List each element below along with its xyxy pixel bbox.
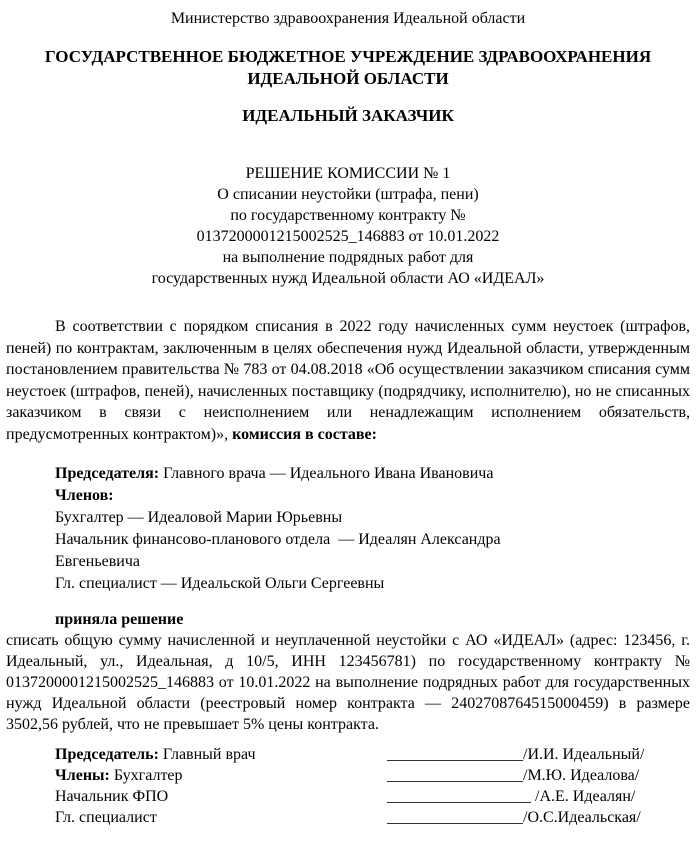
signature-name: /М.Ю. Идеалова/ bbox=[523, 767, 640, 784]
title-line-decision-number: РЕШЕНИЕ КОМИССИИ № 1 bbox=[245, 165, 451, 182]
signature-role bbox=[55, 744, 387, 765]
signature-line: __________________ bbox=[387, 788, 535, 805]
title-line-contract-label: по государственному контракту № bbox=[230, 207, 466, 224]
signature-row bbox=[55, 786, 690, 807]
decision-title-block bbox=[6, 163, 690, 289]
title-line-contract-number: 0137200001215002525_146883 от 10.01.2022 bbox=[196, 228, 500, 245]
signature-role bbox=[55, 807, 387, 828]
committee-section bbox=[55, 463, 690, 595]
ministry-line: Министерство здравоохранения Идеальной области bbox=[170, 10, 526, 27]
committee-member-line: Бухгалтер — Идеаловой Марии Юрьевны bbox=[55, 509, 343, 526]
signature-line-and-name bbox=[387, 786, 690, 807]
committee-member-line: Евгеньевича bbox=[55, 553, 141, 570]
preamble-text: В соответствии с порядком списания в 2022 году начисленных сумм неустоек (штрафов, пеней) по контрактам, заключенным в целях обеспечения нужд Идеальной области, утвержденным постановлением правительства № 783 от 04.08.2018 «Об осуществлении заказчиком списания сумм неустоек (штрафов, пеней), начисленных поставщику (подрядчику, исполнителю), но не списанных заказчиком в связи с неисполнением или ненадлежащим исполнением обязательств, предусмотренных контрактом)», bbox=[6, 318, 690, 443]
decision-heading: приняла решение bbox=[55, 611, 184, 628]
signature-role-text: Гл. специалист bbox=[55, 809, 157, 826]
committee-members-label: Членов: bbox=[55, 487, 114, 504]
signature-row bbox=[55, 807, 690, 828]
signature-line-and-name bbox=[387, 765, 690, 786]
signature-line: _________________ bbox=[387, 746, 523, 763]
committee-member-line: Гл. специалист — Идеальской Ольги Сергеевны bbox=[55, 575, 385, 592]
signature-row bbox=[55, 744, 690, 765]
title-line-customer: государственных нужд Идеальной области АО «ИДЕАЛ» bbox=[151, 270, 545, 287]
signature-line: _________________ bbox=[387, 809, 523, 826]
preamble-bold-text: комиссия в составе: bbox=[232, 425, 377, 443]
signature-role-text: Бухгалтер bbox=[113, 767, 183, 784]
signature-role-label: Председатель: bbox=[55, 746, 159, 763]
signature-role-label: Члены: bbox=[55, 767, 110, 784]
signature-role bbox=[55, 786, 387, 807]
signature-role-text: Начальник ФПО bbox=[55, 788, 169, 805]
signature-row bbox=[55, 765, 690, 786]
committee-member-line: Начальник финансово-планового отдела — Идеалян Александра bbox=[55, 531, 501, 548]
signature-name: /А.Е. Идеалян/ bbox=[535, 788, 636, 805]
signature-block bbox=[55, 744, 690, 828]
chairman-label: Председателя: bbox=[55, 465, 160, 482]
title-line-work-type: на выполнение подрядных работ для bbox=[222, 249, 474, 266]
signature-line-and-name bbox=[387, 807, 690, 828]
signature-role bbox=[55, 765, 387, 786]
signature-role-text: Главный врач bbox=[162, 746, 256, 763]
org-subtitle: ИДЕАЛЬНЫЙ ЗАКАЗЧИК bbox=[242, 106, 454, 125]
decision-paragraph: списать общую сумму начисленной и неуплаченной неустойки с АО «ИДЕАЛ» (адрес: 123456, г. Идеальный, ул., Идеальная, д 10/5, ИНН 123456781) по государственному контракту № 0137200001215002525_146883 от 10.01.2022 на выполнение подрядных работ для государственных нужд Идеальной области (реестровый номер контракта — 2402708764515000459) в размере 3502,56 рублей, что не превышает 5% цены контракта. bbox=[6, 632, 690, 733]
chairman-name: Главного врача — Идеального Ивана Ивановича bbox=[163, 465, 494, 482]
committee-chairman-line bbox=[55, 463, 690, 485]
signature-line-and-name bbox=[387, 744, 690, 765]
preamble-paragraph bbox=[6, 316, 690, 445]
signature-line: _________________ bbox=[387, 767, 523, 784]
signature-name: /О.С.Идеальская/ bbox=[523, 809, 641, 826]
org-name: ГОСУДАРСТВЕННОЕ БЮДЖЕТНОЕ УЧРЕЖДЕНИЕ ЗДРАВООХРАНЕНИЯ ИДЕАЛЬНОЙ ОБЛАСТИ bbox=[44, 47, 652, 88]
title-line-subject: О списании неустойки (штрафа, пени) bbox=[217, 186, 479, 203]
signature-name: /И.И. Идеальный/ bbox=[523, 746, 645, 763]
